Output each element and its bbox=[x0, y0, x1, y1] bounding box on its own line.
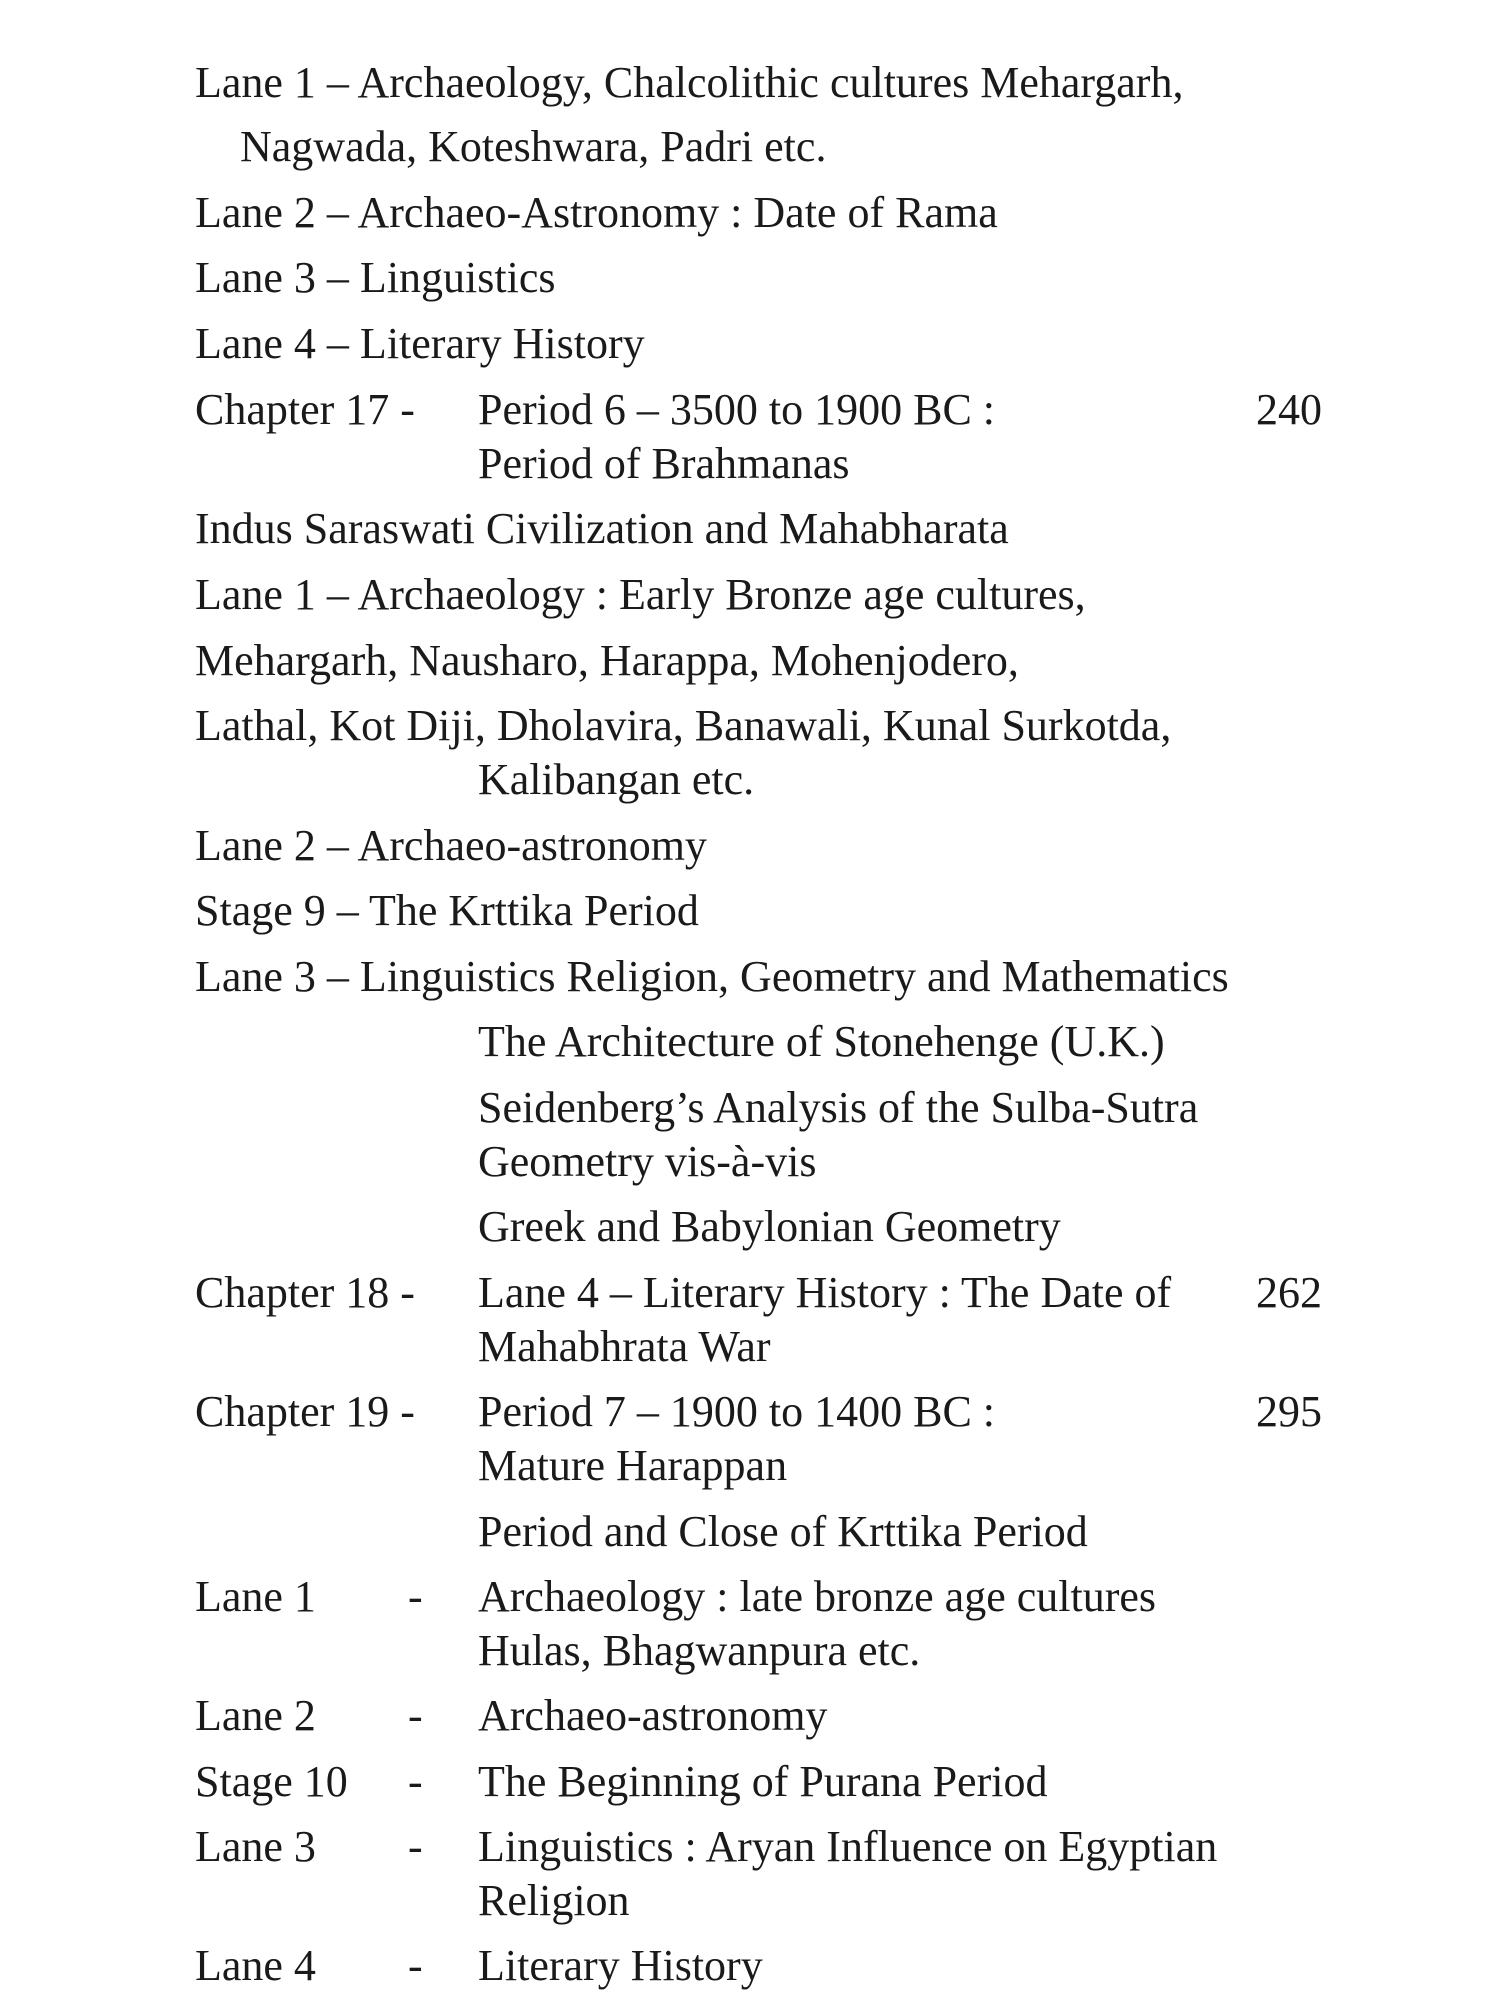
stage10-dash: - bbox=[408, 1757, 423, 1806]
toc-entry-lane1-chalcolithic: Lane 1 – Archaeology, Chalcolithic cultures Mehargarh, bbox=[195, 58, 1184, 107]
toc-entry-lane3-religion-geometry: Lane 3 – Linguistics Religion, Geometry and Mathematics bbox=[195, 952, 1229, 1001]
lane4-text: Literary History bbox=[478, 1941, 763, 1990]
chapter-18-label: Chapter 18 - bbox=[195, 1268, 415, 1317]
lane2-label: Lane 2 bbox=[195, 1691, 316, 1740]
lane3-text-cont: Religion bbox=[478, 1876, 630, 1925]
toc-entry-lane2-archaeo-astronomy: Lane 2 – Archaeo-astronomy bbox=[195, 821, 707, 870]
chapter-18-page-number: 262 bbox=[1256, 1268, 1322, 1317]
toc-entry-lane2-date-of-rama: Lane 2 – Archaeo-Astronomy : Date of Rama bbox=[195, 188, 998, 237]
chapter-19-label: Chapter 19 - bbox=[195, 1387, 415, 1436]
toc-entry-lane1-chalcolithic-cont: Nagwada, Koteshwara, Padri etc. bbox=[240, 122, 827, 171]
toc-entry-stonehenge: The Architecture of Stonehenge (U.K.) bbox=[478, 1017, 1165, 1066]
chapter-19-title-cont-2: Period and Close of Krttika Period bbox=[478, 1507, 1088, 1556]
lane1-label: Lane 1 bbox=[195, 1572, 316, 1621]
chapter-17-title-cont: Period of Brahmanas bbox=[478, 439, 850, 488]
chapter-19-page-number: 295 bbox=[1256, 1387, 1322, 1436]
chapter-17-page-number: 240 bbox=[1256, 385, 1322, 434]
chapter-17-title: Period 6 – 3500 to 1900 BC : bbox=[478, 385, 996, 434]
stage10-label: Stage 10 bbox=[195, 1757, 348, 1806]
toc-entry-lane1-early-bronze: Lane 1 – Archaeology : Early Bronze age cultures, bbox=[195, 570, 1086, 619]
lane1-text-cont: Hulas, Bhagwanpura etc. bbox=[478, 1626, 921, 1675]
toc-entry-lane4-literary-history: Lane 4 – Literary History bbox=[195, 319, 645, 368]
stage10-text: The Beginning of Purana Period bbox=[478, 1757, 1048, 1806]
toc-entry-harappan-sites-2: Lathal, Kot Diji, Dholavira, Banawali, Kunal Surkotda, bbox=[195, 701, 1172, 750]
lane4-dash: - bbox=[408, 1941, 423, 1990]
chapter-18-title: Lane 4 – Literary History : The Date of bbox=[478, 1268, 1172, 1317]
toc-entry-stage9-krttika: Stage 9 – The Krttika Period bbox=[195, 886, 699, 935]
toc-entry-harappan-sites: Mehargarh, Nausharo, Harappa, Mohenjodero, bbox=[195, 636, 1019, 685]
lane2-dash: - bbox=[408, 1691, 423, 1740]
lane3-dash: - bbox=[408, 1822, 423, 1871]
toc-entry-kalibangan: Kalibangan etc. bbox=[478, 755, 755, 804]
lane1-dash: - bbox=[408, 1572, 423, 1621]
lane3-text: Linguistics : Aryan Influence on Egyptian bbox=[478, 1822, 1218, 1871]
lane1-text: Archaeology : late bronze age cultures bbox=[478, 1572, 1157, 1621]
chapter-17-label: Chapter 17 - bbox=[195, 385, 415, 434]
toc-entry-seidenberg: Seidenberg’s Analysis of the Sulba-Sutra bbox=[478, 1083, 1199, 1132]
toc-entry-lane3-linguistics: Lane 3 – Linguistics bbox=[195, 253, 556, 302]
lane3-label: Lane 3 bbox=[195, 1822, 316, 1871]
toc-entry-indus-saraswati: Indus Saraswati Civilization and Mahabharata bbox=[195, 504, 1009, 553]
lane4-label: Lane 4 bbox=[195, 1941, 316, 1990]
toc-entry-greek-babylonian: Greek and Babylonian Geometry bbox=[478, 1202, 1061, 1251]
chapter-18-title-cont: Mahabhrata War bbox=[478, 1322, 771, 1371]
toc-entry-seidenberg-cont: Geometry vis-à-vis bbox=[478, 1137, 817, 1186]
chapter-19-title: Period 7 – 1900 to 1400 BC : bbox=[478, 1387, 996, 1436]
lane2-text: Archaeo-astronomy bbox=[478, 1691, 828, 1740]
chapter-19-title-cont: Mature Harappan bbox=[478, 1441, 788, 1490]
